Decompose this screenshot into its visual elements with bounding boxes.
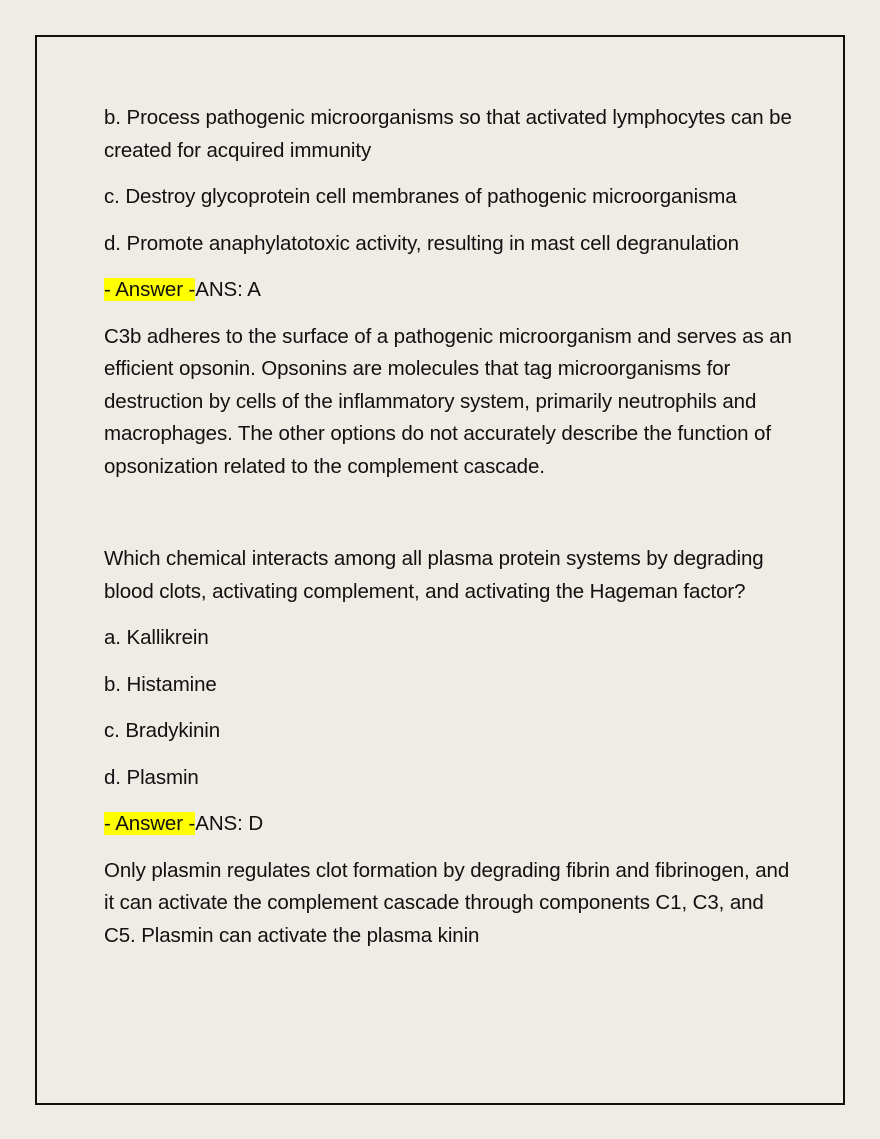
document-body: [104, 102, 794, 966]
q1-option-b: b. Process pathogenic microorganisms so that activated lymphocytes can be created for acquired immunity: [104, 106, 792, 162]
q2-answer-label: - Answer -: [104, 812, 196, 835]
q2-option-c: c. Bradykinin: [104, 719, 221, 742]
q1-answer-label: - Answer -: [104, 278, 196, 301]
q2-question: Which chemical interacts among all plasma protein systems by degrading blood clots, activating complement, and activating the Hageman factor?: [104, 547, 764, 603]
q2-answer-value: ANS: D: [195, 812, 264, 835]
q1-answer-line: [104, 274, 794, 307]
q2-answer-line: [104, 808, 794, 841]
q2-rationale: Only plasmin regulates clot formation by degrading fibrin and fibrinogen, and it can activate the complement cascade through components C1, C3, and C5. Plasmin can activate the plasma kinin: [104, 858, 790, 947]
q1-rationale: C3b adheres to the surface of a pathogenic microorganism and serves as an efficient opsonin. Opsonins are molecules that tag microorganisms for destruction by cells of the inflammatory system, primarily neutrophils and macrophages. The other options do not accurately describe the function of opsonization related to the complement cascade.: [104, 324, 792, 478]
q2-option-a: a. Kallikrein: [104, 626, 209, 649]
q1-option-d: d. Promote anaphylatotoxic activity, resulting in mast cell degranulation: [104, 231, 739, 255]
spacer: [104, 497, 794, 543]
q1-answer-value: ANS: A: [195, 278, 261, 301]
q1-option-c: c. Destroy glycoprotein cell membranes of pathogenic microorganisma: [104, 185, 737, 208]
q2-option-d: d. Plasmin: [104, 765, 199, 789]
q2-option-b: b. Histamine: [104, 672, 217, 696]
